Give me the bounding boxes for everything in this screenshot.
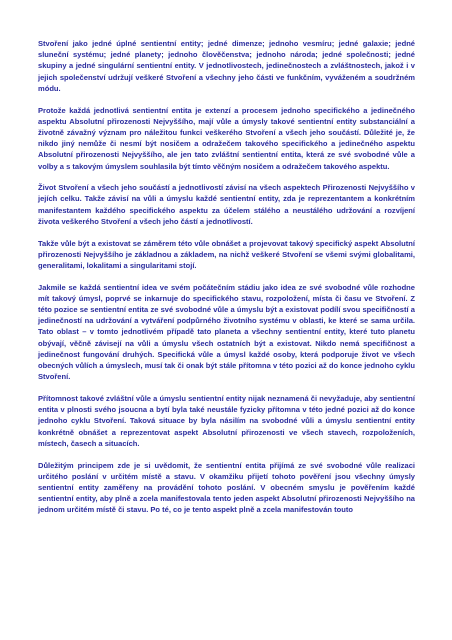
paragraph-3: Život Stvoření a všech jeho součástí a jednotlivostí závisí na všech aspektech Přirozenosti Nejvyššího v jejích celku. Takže závisí na vůli a úmyslu každé sentientní entity, zda je reprezentantem a konkrétním manifestantem každého specifického aspektu za účelem stálého a neustálého udržování a rozvíjení života veškerého Stvoření a všech jeho částí a jednotlivostí. <box>38 183 415 226</box>
paragraph-1: Stvoření jako jedné úplné sentientní entity; jedné dimenze; jednoho vesmíru; jedné galaxie; jedné sluneční systému; jedné planety; jednoho člověčenstva; jednoho národa; jedné společnosti; jedné skupiny a jedné singulární sentientní entity. V jednotlivostech, jedinečnostech a zvláštnostech, jakož i v jejich společenství udržují veškeré Stvoření a všechny jeho části ve funkčním, vyváženém a soudržném módu. <box>38 39 415 93</box>
paragraph-5: Jakmile se každá sentientní idea ve svém počátečním stádiu jako idea ze své svobodné vůle rozhodne mít takový úmysl, poprvé se inkarnuje do specifického stavu, rozpoložení, místa či času ve Stvoření. Z této pozice se sentientní entita ze své svobodné vůle a úmyslu být a existovat podílí svou specifičností a jedinečností na udržování a vytváření podpůrného životního systému v oblasti, ke které se sama určila. Tato oblast – v tomto jednotlivém případě tato planeta a všechny sentientní entity, které tuto planetu obývají, věčně závisejí na vůli a úmyslu všech ostatních být a existovat. Nikdo nemá specifičnost a jedinečnost fungování druhých. Specifická vůle a úmysl každé osoby, která podporuje život ve všech obecných vůlích a úmyslech, musí tak či onak být stále přítomna v této pozici až do konce jednoho cyklu Stvoření. <box>38 282 415 382</box>
paragraph-4: Takže vůle být a existovat se záměrem této vůle obnášet a projevovat takový specifický aspekt Absolutní přirozenosti Nejvyššího je základnou a základem, na nichž veškeré Stvoření se všemi svými globalitami, generalitami, lokalitami a singularitami stojí. <box>38 238 415 270</box>
paragraph-7: Důležitým principem zde je si uvědomit, že sentientní entita přijímá ze své svobodné vůle realizaci určitého poslání v určitém místě a stavu. V okamžiku přijetí tohoto pověření jsou všechny úmysly sentientní entity zaměřeny na provádění tohoto poslání. V obecném smyslu je pověřením každé sentientní entity, aby plně a zcela manifestovala tento jeden aspekt Absolutní přirozenosti Nejvyššího na jednom určitém místě či stavu. Po té, co je tento aspekt plně a zcela manifestován touto <box>38 460 415 515</box>
document-page <box>38 38 415 526</box>
paragraph-6: Přítomnost takové zvláštní vůle a úmyslu sentientní entity nijak neznamená či nevyžaduje, aby sentientní entita v plnosti svého jsoucna a bytí byla také neustále fyzicky přítomna v této jedné pozici až do konce jednoho cyklu Stvoření. Taková situace by byla násilím na svobodné vůli a úmyslu sentientní entity konkrétně obnášet a reprezentovat aspekt Absolutní přirozenosti ve všech stavech, rozpoloženích, místech, časech a situacích. <box>38 393 415 448</box>
paragraph-2: Protože každá jednotlivá sentientní entita je extenzí a procesem jednoho specifického a jedinečného aspektu Absolutní přirozenosti Nejvyššího, mají vůle a úmysly takové sentientní entity substanciální a životně závažný význam pro náležitou funkci veškerého Stvoření a všech jeho součástí. Důležité je, že nikdo jiný nemůže či nesmí být nosičem a odražečem takového specifického a jedinečného aspektu Absolutní přirozenosti Nejvyššího, ale jen tato zvláštní sentientní entita, která ze své svobodné vůle a volby a s takovým úmyslem souhlasila být tímto věčným nosičem a odražečem takového aspektu. <box>38 105 415 171</box>
